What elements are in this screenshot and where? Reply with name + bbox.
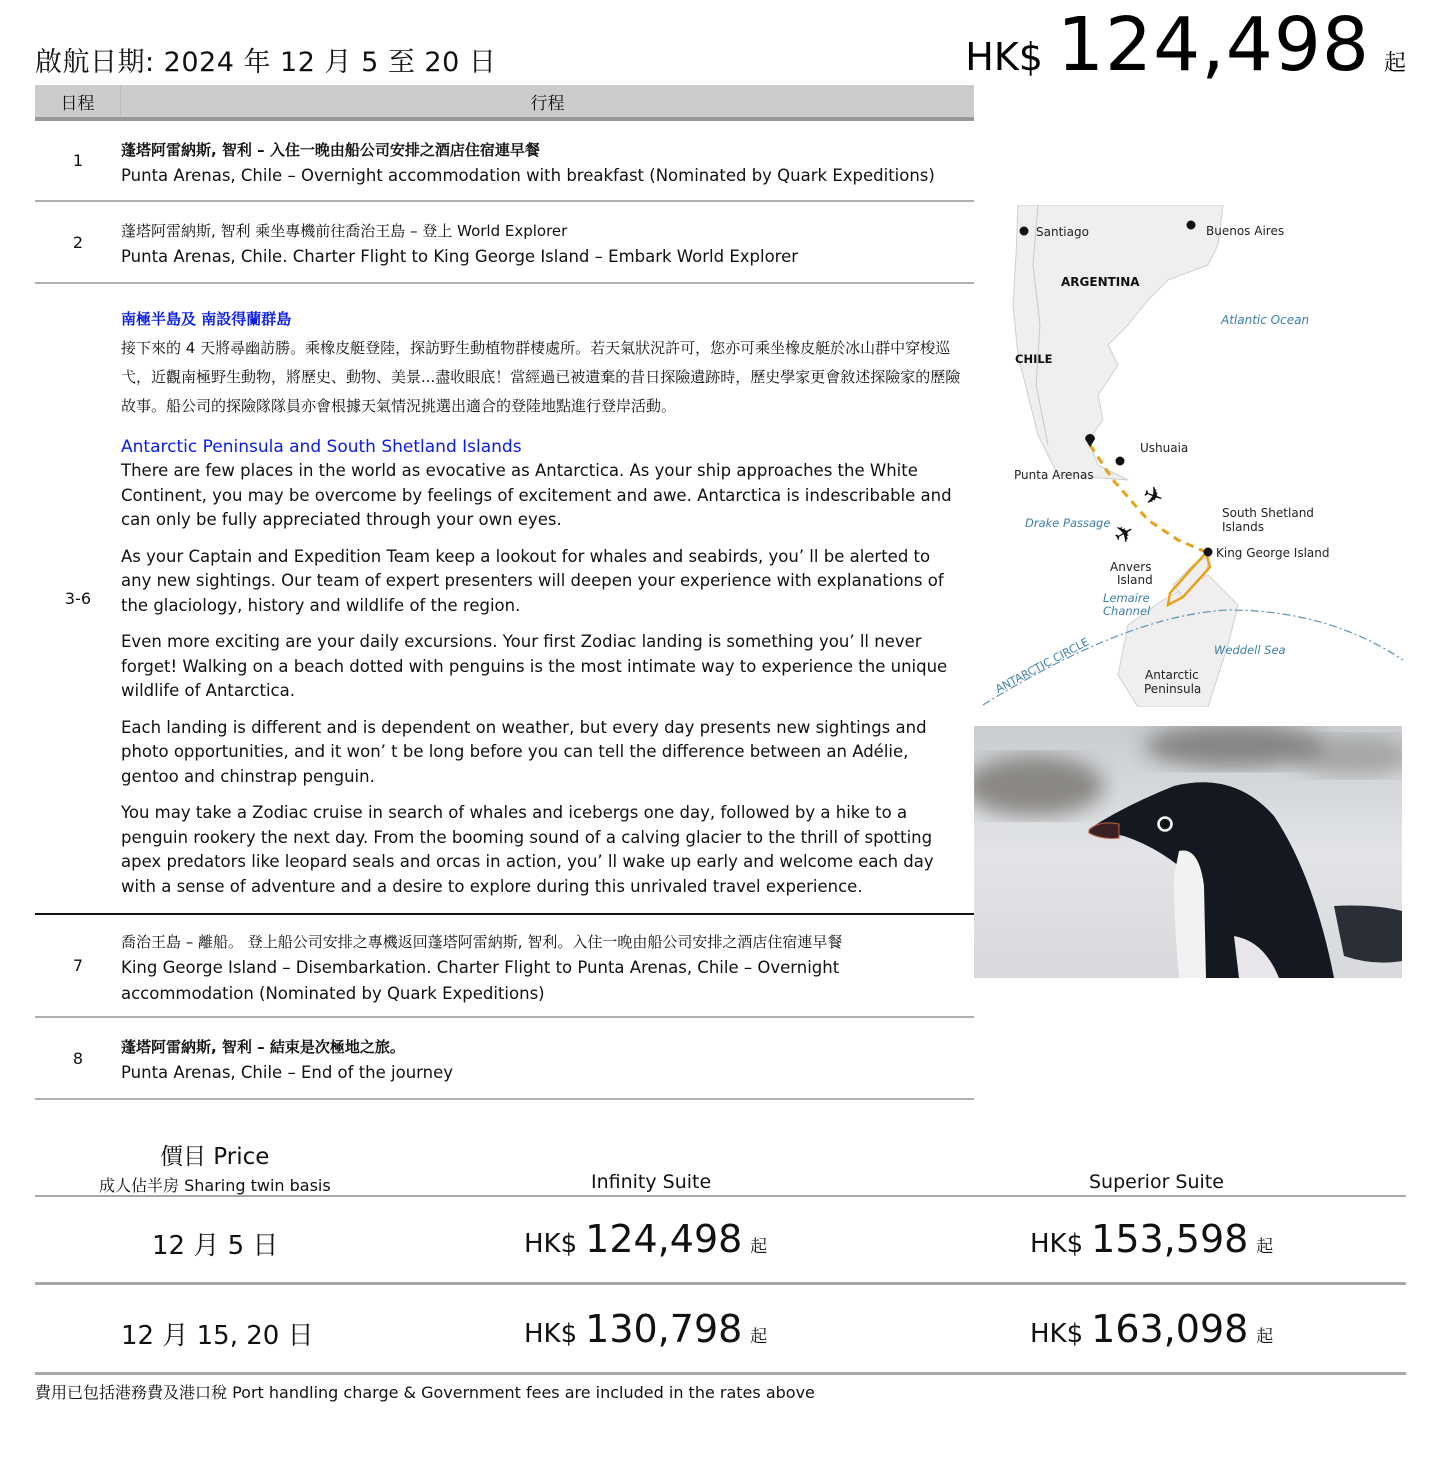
hero-price-currency: HK$	[965, 35, 1043, 79]
route-map	[978, 205, 1406, 707]
day-number: 8	[72, 1048, 84, 1068]
price-superior	[1030, 1217, 1273, 1261]
column-header-itinerary: 行程	[530, 93, 565, 114]
price-amount: 153,598	[1091, 1217, 1249, 1261]
row-zh-text: 喬治王島 – 離船。 登上船公司安排之專機返回蓬塔阿雷納斯, 智利。入住一晚由船公司安排之酒店住宿連早餐	[121, 933, 843, 951]
buenos-aires-marker	[1187, 221, 1196, 230]
price-amount: 163,098	[1091, 1307, 1249, 1351]
santiago-marker	[1020, 227, 1029, 236]
map-label-antarctic-circle: ANTARCTIC CIRCLE	[993, 635, 1092, 696]
section-heading-zh: 南極半島及 南設得蘭群島	[121, 310, 292, 328]
row-en-text: Punta Arenas, Chile. Charter Flight to King George Island – Embark World Explorer	[121, 247, 799, 266]
price-suffix: 起	[1256, 1237, 1274, 1257]
penguin-flipper	[1334, 906, 1402, 963]
row-en-text: Punta Arenas, Chile – Overnight accommodation with breakfast (Nominated by Quark Expeditions)	[121, 166, 935, 185]
suite-header-infinity: Infinity Suite	[591, 1171, 712, 1193]
map-label-drake: Drake Passage	[1025, 516, 1111, 530]
section-heading-en: Antarctic Peninsula and South Shetland Islands	[121, 437, 522, 457]
price-date: 12 月 5 日	[152, 1231, 279, 1261]
map-label-anvers: Anvers	[1110, 560, 1152, 574]
price-superior	[1030, 1307, 1273, 1351]
departure-date-title: 啟航日期: 2024 年 12 月 5 至 20 日	[35, 47, 497, 78]
penguin-photo	[974, 726, 1402, 978]
map-label-anvers-island: Island	[1117, 573, 1153, 587]
day-number: 1	[72, 151, 84, 170]
hero-price-amount: 124,498	[1056, 2, 1370, 88]
price-suffix: 起	[750, 1327, 768, 1347]
map-label-weddell: Weddell Sea	[1214, 643, 1286, 657]
day-number: 3-6	[64, 589, 92, 608]
itinerary-row	[35, 202, 974, 284]
day-number: 2	[72, 232, 84, 252]
map-label-south-shetland: South Shetland	[1222, 506, 1314, 520]
map-label-argentina: ARGENTINA	[1061, 275, 1140, 289]
pricing-subtitle: 成人佔半房 Sharing twin basis	[99, 1176, 331, 1195]
ushuaia-marker	[1116, 457, 1125, 466]
day-number: 7	[72, 956, 84, 975]
map-label-islands: Islands	[1222, 520, 1264, 534]
map-label-lemaire: Lemaire	[1103, 591, 1150, 605]
map-label-antarctic: Antarctic	[1145, 668, 1199, 682]
map-label-king-george: King George Island	[1216, 546, 1330, 560]
paragraph: There are few places in the world as evocative as Antarctica. As your ship approaches the White Continent, you may be overcome by feelings of excitement and awe. Antarctica is indescribable and can only be fully appreciated through your own eyes.	[121, 461, 952, 529]
row-en-text: King George Island – Disembarkation. Charter Flight to Punta Arenas, Chile – Overnight accommodation (Nominated by Quark Expeditions)	[121, 958, 840, 1003]
price-amount: 130,798	[585, 1307, 743, 1351]
suite-header-superior: Superior Suite	[1089, 1171, 1224, 1193]
map-label-channel: Channel	[1103, 604, 1151, 618]
price-currency: HK$	[1030, 1229, 1084, 1259]
airplane-icon: ✈	[1138, 479, 1168, 513]
map-label-ushuaia: Ushuaia	[1140, 441, 1189, 455]
itinerary-row	[35, 915, 974, 1018]
map-label-chile: CHILE	[1015, 352, 1053, 366]
price-infinity	[524, 1307, 767, 1351]
paragraph: As your Captain and Expedition Team keep a lookout for whales and seabirds, you’ ll be alerted to any new sightings. Our team of expert presenters will deepen your experience with explanations of the glaciology, history and wildlife of the region.	[121, 546, 944, 615]
price-currency: HK$	[524, 1319, 578, 1349]
price-row	[35, 1287, 1406, 1375]
pricing-footnote: 費用已包括港務費及港口稅 Port handling charge & Government fees are included in the rates above	[35, 1383, 815, 1402]
section-body-zh: 接下來的 4 天將尋幽訪勝。乘橡皮艇登陸，探訪野生動植物群棲處所。若天氣狀況許可，您亦可乘坐橡皮艇於冰山群中穿梭巡弋，近觀南極野生動物，將歷史、動物、美景...盡收眼底！當經過已被遺棄的昔日探險遺跡時，歷史學家更會敘述探險家的歷險故事。船公司的探險隊隊員亦會根據天氣情況挑選出適合的登陸地點進行登岸活動。	[121, 339, 961, 415]
pricing-title: 價目 Price	[160, 1144, 270, 1170]
itinerary-row	[35, 1018, 974, 1100]
column-header-day: 日程	[35, 85, 121, 117]
price-currency: HK$	[524, 1229, 578, 1259]
row-zh-text: 蓬塔阿雷納斯, 智利 – 入住一晚由船公司安排之酒店住宿連早餐	[121, 141, 540, 159]
map-label-buenos-aires: Buenos Aires	[1206, 224, 1285, 238]
itinerary-row	[35, 121, 974, 202]
price-amount: 124,498	[585, 1217, 743, 1261]
hero-price-suffix: 起	[1383, 51, 1406, 76]
map-label-santiago: Santiago	[1036, 225, 1089, 239]
itinerary-header	[35, 85, 974, 121]
map-label-atlantic: Atlantic Ocean	[1221, 313, 1310, 327]
map-label-peninsula: Peninsula	[1144, 682, 1202, 696]
itinerary-row	[35, 284, 974, 915]
paragraph: Even more exciting are your daily excursions. Your first Zodiac landing is something you’ ll never forget! Walking on a beach dotted with penguins is the most intimate way to experience the unique wildlife of Antarctica.	[121, 632, 948, 700]
price-currency: HK$	[1030, 1319, 1084, 1349]
price-suffix: 起	[1256, 1327, 1274, 1347]
hero-price	[965, 2, 1406, 88]
south-america-land	[1013, 205, 1223, 480]
row-zh-text: 蓬塔阿雷納斯, 智利 – 結束是次極地之旅。	[121, 1038, 405, 1056]
itinerary-table	[35, 85, 974, 1100]
price-row	[35, 1197, 1406, 1285]
price-suffix: 起	[750, 1237, 768, 1257]
map-label-punta-arenas: Punta Arenas	[1014, 468, 1094, 482]
paragraph: You may take a Zodiac cruise in search of whales and icebergs one day, followed by a hike to a penguin rookery the next day. From the booming sound of a calving glacier to the thrill of spotting apex predators like leopard seals and orcas in action, you’ ll wake up early and welcome each day with a sense of adventure and a desire to explore during this unrivaled travel experience.	[121, 803, 934, 896]
airplane-icon: ✈	[1108, 516, 1141, 552]
price-date: 12 月 15, 20 日	[121, 1321, 314, 1351]
paragraph: Each landing is different and is dependent on weather, but every day presents new sightings and photo opportunities, and it won’ t be long before you can tell the difference between an Adélie, gentoo and chinstrap penguin.	[121, 717, 927, 786]
king-george-marker	[1204, 548, 1213, 557]
price-infinity	[524, 1217, 767, 1261]
row-en-text: Punta Arenas, Chile – End of the journey	[121, 1063, 454, 1082]
row-zh-text: 蓬塔阿雷納斯, 智利 乘坐專機前往喬治王島 – 登上 World Explorer	[121, 222, 568, 240]
